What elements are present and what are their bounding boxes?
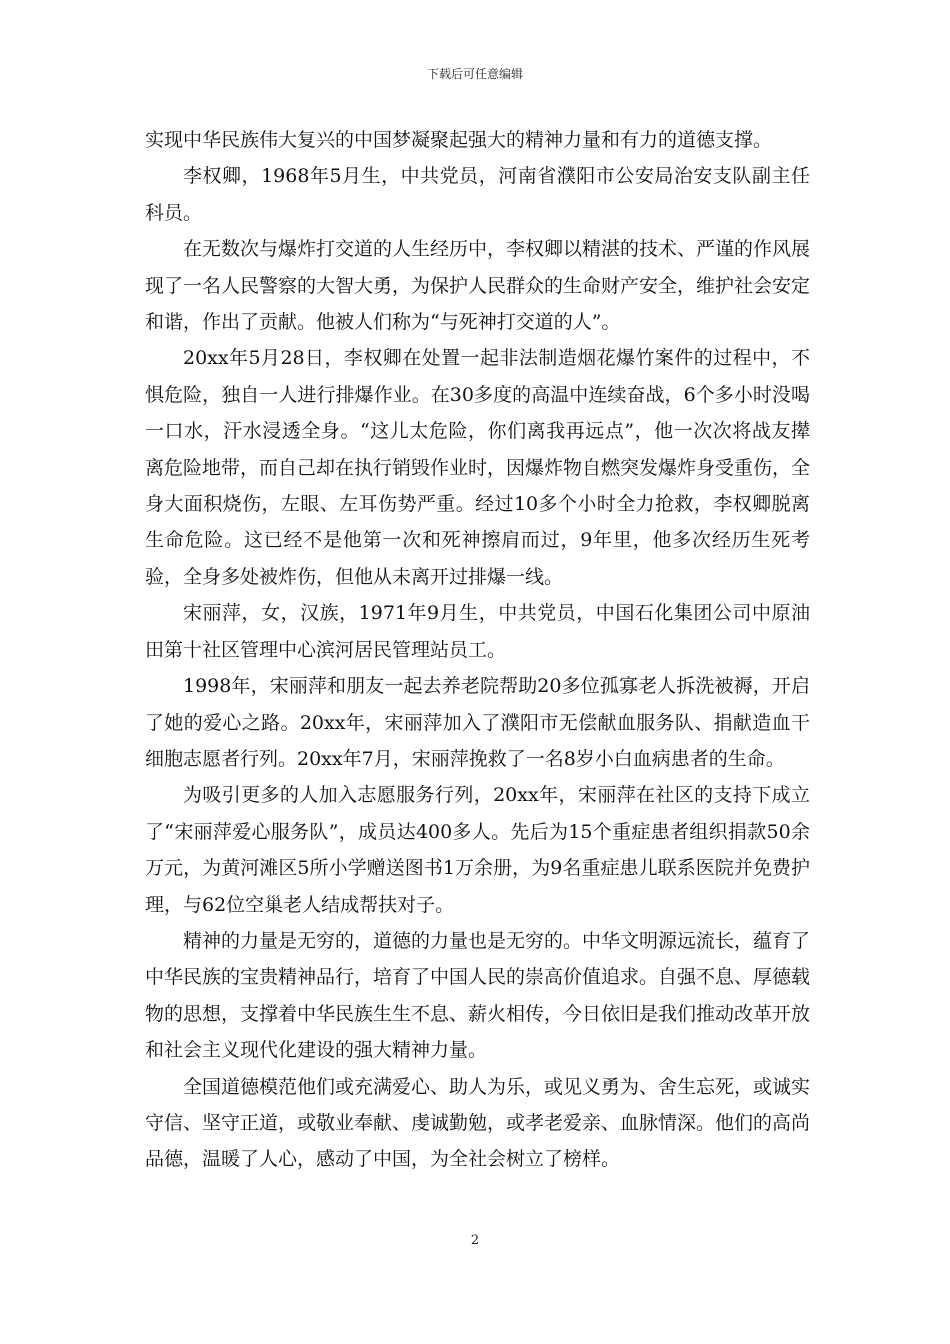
paragraph-6: 1998年，宋丽萍和朋友一起去养老院帮助20多位孤寡老人拆洗被褥，开启了她的爱心之路。20xx年，宋丽萍加入了濮阳市无偿献血服务队、捐献造血干细胞志愿者行列。20xx年7月，宋丽萍挽救了一名8岁小白血病患者的生命。 <box>145 675 810 770</box>
paragraph-9: 全国道德模范他们或充满爱心、助人为乐，或见义勇为、舍生忘死，或诚实守信、坚守正道，或敬业奉献、虔诚勤勉，或孝老爱亲、血脉情深。他们的高尚品德，温暖了人心，感动了中国，为全社会树立了榜样。 <box>145 1075 811 1171</box>
paragraph-4: 20xx年5月28日，李权卿在处置一起非法制造烟花爆竹案件的过程中，不惧危险，独自一人进行排爆作业。在30多度的高温中连续奋战，6个多小时没喝一口水，汗水浸透全身。“这儿太危险，你们离我再远点”，他一次次将战友撵离危险地带，而自己却在执行销毁作业时，因爆炸物自燃突发爆炸身受重伤，全身大面积烧伤，左眼、左耳伤势严重。经过10多个小时全力抢救，李权卿脱离生命危险。这已经不是他第一次和死神擦肩而过，9年里，他多次经历生死考验，全身多处被炸伤，但他从未离开过排爆一线。 <box>145 347 811 588</box>
paragraph-5: 宋丽萍，女，汉族，1971年9月生，中共党员，中国石化集团公司中原油田第十社区管理中心滨河居民管理站员工。 <box>145 602 810 661</box>
page-number: 2 <box>470 1233 480 1248</box>
paragraph-2: 李权卿，1968年5月生，中共党员，河南省濮阳市公安局治安支队副主任科员。 <box>145 165 810 224</box>
paragraph-8: 精神的力量是无穷的，道德的力量也是无穷的。中华文明源远流长，蕴育了中华民族的宝贵精神品行，培育了中国人民的崇高价值追求。自强不息、厚德载物的思想，支撑着中华民族生生不息、薪火相传，今日依旧是我们推动改革开放和社会主义现代化建设的强大精神力量。 <box>145 929 811 1062</box>
paragraph-1: 实现中华民族伟大复兴的中国梦凝聚起强大的精神力量和有力的道德支撑。 <box>145 129 773 151</box>
page-header: 下载后可任意编辑 <box>426 67 523 81</box>
paragraph-3: 在无数次与爆炸打交道的人生经历中，李权卿以精湛的技术、严谨的作风展现了一名人民警察的大智大勇，为保护人民群众的生命财产安全，维护社会安定和谐，作出了贡献。他被人们称为“与死神打交道的人”。 <box>145 238 811 334</box>
paragraph-7: 为吸引更多的人加入志愿服务行列，20xx年，宋丽萍在社区的支持下成立了“宋丽萍爱心服务队”，成员达400多人。先后为15个重症患者组织捐款50余万元，为黄河滩区5所小学赠送图书1万余册，为9名重症患儿联系医院并免费护理，与62位空巢老人结成帮扶对子。 <box>145 784 810 916</box>
document-body <box>145 122 810 1178</box>
